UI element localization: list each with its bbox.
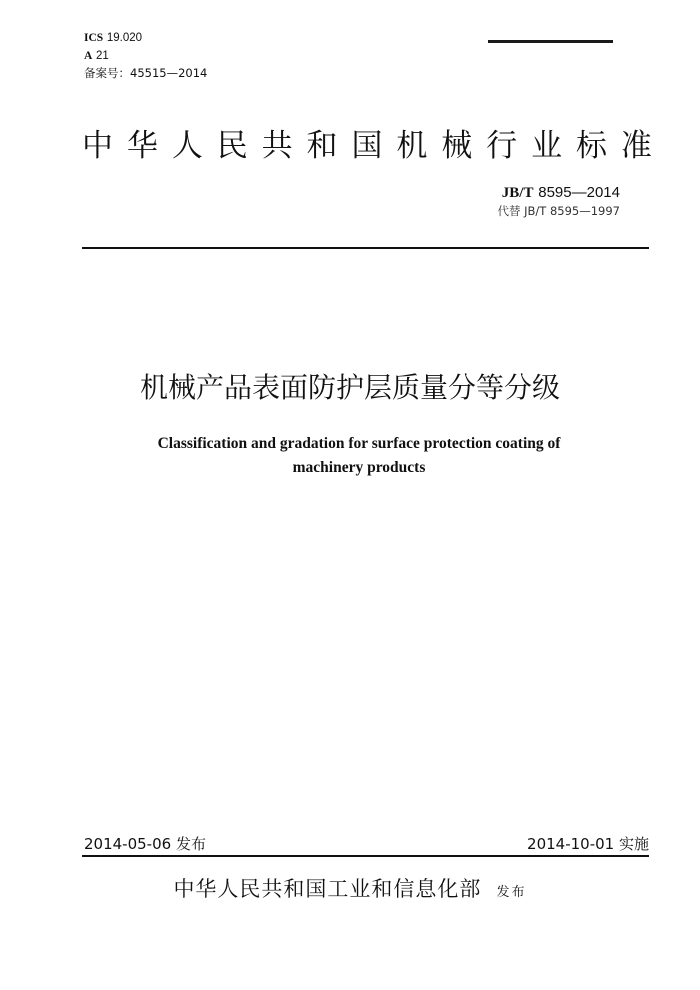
title-chinese: 机械产品表面防护层质量分等分级 xyxy=(139,371,560,404)
standard-category xyxy=(82,126,652,166)
category-char: 人 xyxy=(171,128,203,164)
category-char: 行 xyxy=(486,128,518,164)
category-char: 业 xyxy=(531,128,563,164)
issue-date: 2014-05-06 发布 xyxy=(84,835,206,853)
issuer xyxy=(0,872,700,906)
title-english-line1: Classification and gradation for surface protection coating of xyxy=(157,435,561,452)
category-char: 标 xyxy=(575,128,607,164)
ics-code xyxy=(84,30,142,45)
replaces-note: 代替 JB/T 8595—1997 xyxy=(497,204,620,218)
category-char: 械 xyxy=(441,128,473,164)
category-char: 华 xyxy=(126,128,158,164)
ics-label: ICS xyxy=(84,32,104,44)
category-char: 和 xyxy=(306,128,338,164)
top-right-bar xyxy=(488,40,613,43)
ccs-label: A xyxy=(84,50,93,62)
ccs-value: 21 xyxy=(95,50,109,62)
category-char: 准 xyxy=(620,128,652,164)
issuer-organization: 中华人民共和国工业和信息化部 xyxy=(173,877,482,901)
standard-number xyxy=(502,183,620,202)
header-divider xyxy=(82,247,649,249)
category-char: 共 xyxy=(261,128,293,164)
ics-value: 19.020 xyxy=(106,32,143,44)
footer-divider xyxy=(82,855,649,857)
category-char: 国 xyxy=(351,128,383,164)
title-english-line2: machinery products xyxy=(292,459,426,476)
filing-number: 备案号：45515—2014 xyxy=(84,66,208,80)
standard-code-prefix: JB/T xyxy=(501,185,534,201)
issuer-action: 发布 xyxy=(496,885,527,900)
standard-code-number: 8595—2014 xyxy=(538,184,620,201)
title-english xyxy=(0,432,700,480)
category-char: 民 xyxy=(216,128,248,164)
implementation-date: 2014-10-01 实施 xyxy=(527,835,649,853)
category-char: 中 xyxy=(82,128,113,164)
category-char: 机 xyxy=(396,128,428,164)
ccs-code xyxy=(84,48,109,63)
